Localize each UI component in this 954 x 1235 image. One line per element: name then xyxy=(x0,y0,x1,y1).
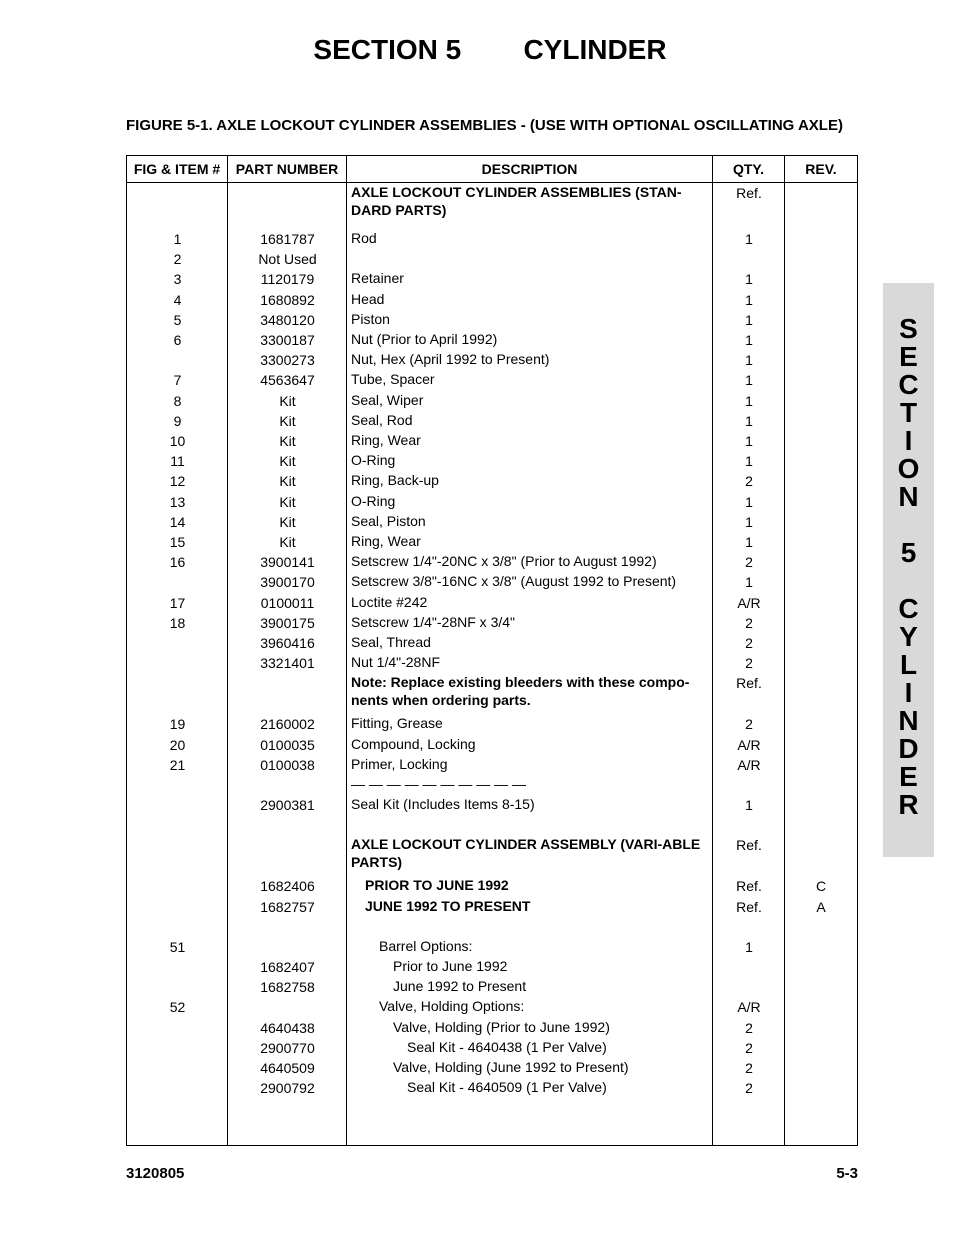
fig-item-cell: 51 xyxy=(169,938,186,955)
part-number-cell: Kit xyxy=(279,453,296,470)
side-tab-letter: C xyxy=(898,369,919,400)
fig-item-cell: 20 xyxy=(169,736,186,753)
description-cell: Seal Kit (Includes Items 8-15) xyxy=(351,796,535,813)
side-tab-letter: E xyxy=(899,341,918,372)
description-cell: Nut (Prior to April 1992) xyxy=(351,331,498,347)
description-cell: Piston xyxy=(351,310,390,327)
qty-cell: 1 xyxy=(745,392,753,409)
fig-item-cell: 2 xyxy=(173,251,182,268)
description-cell: Ring, Back-up xyxy=(351,472,439,489)
fig-item-cell: 4 xyxy=(173,291,182,308)
part-number-cell: 3321401 xyxy=(260,655,315,672)
fig-item-cell: 16 xyxy=(169,554,186,571)
qty-cell: A/R xyxy=(737,736,761,753)
part-number-cell: 2160002 xyxy=(260,716,315,733)
qty-cell: 1 xyxy=(745,534,753,550)
description-cell: June 1992 to Present xyxy=(393,978,527,995)
side-tab-letter: O xyxy=(897,453,920,484)
qty-cell: 1 xyxy=(745,332,753,348)
description-cell: Setscrew 3/8"-16NC x 3/8" (August 1992 to Present) xyxy=(351,573,677,590)
description-cell: Barrel Options: xyxy=(379,937,473,954)
table-row xyxy=(127,411,857,431)
part-number-cell: 0100011 xyxy=(260,594,315,611)
part-number-cell: Kit xyxy=(279,392,296,409)
qty-cell: 2 xyxy=(745,635,753,651)
side-tab-letter: C xyxy=(898,593,919,624)
side-tab-letter xyxy=(883,567,934,595)
table-row xyxy=(127,714,857,734)
part-number-cell: 3900170 xyxy=(260,574,315,591)
side-tab-letters xyxy=(883,315,934,819)
table-row xyxy=(127,937,857,957)
description-cell: Prior to June 1992 xyxy=(393,958,508,974)
part-number-cell: 1682406 xyxy=(260,878,315,895)
table-row xyxy=(127,290,857,310)
side-tab-letter: R xyxy=(898,789,919,820)
table-row xyxy=(127,492,857,512)
description-cell: Rod xyxy=(351,230,377,246)
qty-cell: 1 xyxy=(745,311,753,328)
side-tab-letter: N xyxy=(898,705,919,736)
description-cell: O-Ring xyxy=(351,452,396,469)
side-tab-letter: E xyxy=(899,761,918,792)
qty-cell: 2 xyxy=(745,655,753,672)
qty-cell: 2 xyxy=(745,554,753,571)
section-side-tab xyxy=(883,283,934,857)
side-tab-letter: I xyxy=(904,425,913,456)
document-number: 3120805 xyxy=(126,1165,185,1182)
side-tab-letter: Y xyxy=(899,621,918,652)
qty-cell: 1 xyxy=(745,231,753,247)
fig-item-cell: 11 xyxy=(170,453,185,470)
description-cell: Seal, Rod xyxy=(351,411,413,428)
table-row xyxy=(127,532,857,552)
rev-cell: C xyxy=(815,878,827,895)
fig-item-cell: 6 xyxy=(173,332,182,348)
table-row xyxy=(127,330,857,350)
qty-cell: 2 xyxy=(745,1080,753,1097)
side-tab-letter xyxy=(883,511,934,539)
description-cell: — — — — — — — — — — xyxy=(351,776,527,792)
qty-cell: 1 xyxy=(745,513,753,530)
fig-item-cell: 18 xyxy=(169,614,186,631)
description-cell: Retainer xyxy=(351,270,404,287)
qty-cell: 2 xyxy=(745,1060,753,1076)
side-tab-letter: 5 xyxy=(900,537,917,568)
table-row xyxy=(127,249,857,269)
qty-cell: Ref. xyxy=(736,878,762,895)
table-row xyxy=(127,997,857,1017)
figure-title: FIGURE 5-1. AXLE LOCKOUT CYLINDER ASSEMBLIES - (USE WITH OPTIONAL OSCILLATING AXLE) xyxy=(126,117,843,134)
description-cell: O-Ring xyxy=(351,492,396,509)
fig-item-cell: 15 xyxy=(169,534,186,550)
part-number-cell: 4640438 xyxy=(260,1019,315,1036)
part-number-cell: 4640509 xyxy=(260,1060,315,1076)
section-title: SECTION 5 CYLINDER xyxy=(313,34,667,65)
qty-cell: 1 xyxy=(745,493,753,510)
description-cell: Loctite #242 xyxy=(351,593,428,610)
table-row xyxy=(127,775,857,795)
part-number-cell: Kit xyxy=(279,534,296,550)
qty-cell: A/R xyxy=(737,999,761,1016)
qty-cell: Ref. xyxy=(736,185,762,201)
table-row xyxy=(127,755,857,775)
table-row xyxy=(127,1018,857,1038)
part-number-cell: 3900175 xyxy=(260,614,315,631)
table-row xyxy=(127,1078,857,1098)
side-tab-letter: N xyxy=(898,481,919,512)
header-rev: REV. xyxy=(805,161,837,177)
part-number-cell: Kit xyxy=(279,433,296,449)
part-number-cell: 3300187 xyxy=(260,332,315,348)
description-cell: PRIOR TO JUNE 1992 xyxy=(365,877,509,894)
part-number-cell: Not Used xyxy=(258,251,317,268)
table-row xyxy=(127,572,857,592)
parts-table xyxy=(126,155,858,1146)
table-row xyxy=(127,269,857,289)
description-cell: Primer, Locking xyxy=(351,755,448,772)
fig-item-cell: 12 xyxy=(169,473,186,490)
fig-item-cell: 17 xyxy=(169,594,186,611)
description-cell: Head xyxy=(351,290,385,307)
part-number-cell: 2900792 xyxy=(260,1080,315,1097)
description-cell: Seal, Piston xyxy=(351,512,426,529)
description-cell: Note: Replace existing bleeders with these compo-nents when ordering parts. xyxy=(351,674,690,709)
table-row xyxy=(127,633,857,653)
description-cell: AXLE LOCKOUT CYLINDER ASSEMBLY (VARI-ABLE PARTS) xyxy=(351,836,701,871)
description-cell: JUNE 1992 TO PRESENT xyxy=(365,897,531,914)
table-row xyxy=(127,613,857,633)
qty-cell: 2 xyxy=(745,614,753,631)
rev-cell: A xyxy=(816,898,826,915)
fig-item-cell: 13 xyxy=(169,493,186,510)
part-number-cell: 1682407 xyxy=(260,959,315,975)
description-cell: Valve, Holding Options: xyxy=(379,998,525,1015)
table-row xyxy=(127,897,857,917)
table-row xyxy=(127,431,857,451)
table-row xyxy=(127,593,857,613)
part-number-cell: 0100035 xyxy=(260,736,315,753)
qty-cell: 1 xyxy=(745,291,753,308)
side-tab-letter: D xyxy=(898,733,919,764)
description-cell: Seal Kit - 4640509 (1 Per Valve) xyxy=(407,1079,607,1096)
fig-item-cell: 14 xyxy=(169,513,186,530)
description-cell: Ring, Wear xyxy=(351,533,421,549)
qty-cell: Ref. xyxy=(736,675,762,692)
part-number-cell: 2900381 xyxy=(260,797,315,814)
fig-item-cell: 9 xyxy=(173,412,182,429)
table-row xyxy=(127,310,857,330)
part-number-cell: 2900770 xyxy=(260,1039,315,1056)
description-cell: Seal, Thread xyxy=(351,634,431,650)
table-row xyxy=(127,835,857,875)
description-cell: AXLE LOCKOUT CYLINDER ASSEMBLIES (STAN-DARD PARTS) xyxy=(351,184,682,218)
qty-cell: 2 xyxy=(745,716,753,733)
part-number-cell: 1120179 xyxy=(260,271,315,288)
qty-cell: Ref. xyxy=(736,898,762,915)
part-number-cell: 1681787 xyxy=(260,231,315,247)
qty-cell: 1 xyxy=(745,271,753,288)
header-qty: QTY. xyxy=(732,161,765,177)
part-number-cell: Kit xyxy=(279,513,296,530)
table-row xyxy=(127,957,857,977)
table-row xyxy=(127,391,857,411)
part-number-cell: 4563647 xyxy=(260,372,315,389)
table-row xyxy=(127,876,857,896)
page-number: 5-3 xyxy=(836,1165,858,1182)
qty-cell: 1 xyxy=(745,574,753,591)
part-number-cell: 3480120 xyxy=(260,311,315,328)
table-row xyxy=(127,229,857,249)
part-number-cell: 3960416 xyxy=(260,635,315,651)
side-tab-letter: T xyxy=(899,397,918,428)
table-row xyxy=(127,471,857,491)
header-description: DESCRIPTION xyxy=(481,161,578,177)
qty-cell: 2 xyxy=(745,1019,753,1036)
qty-cell: 1 xyxy=(745,938,753,955)
description-cell: Setscrew 1/4"-20NC x 3/8" (Prior to August 1992) xyxy=(351,553,657,570)
table-row xyxy=(127,1058,857,1078)
part-number-cell: Kit xyxy=(279,493,296,510)
part-number-cell: 0100038 xyxy=(260,756,315,773)
fig-item-cell: 5 xyxy=(173,311,182,328)
qty-cell: 1 xyxy=(745,352,753,369)
description-cell: Valve, Holding (June 1992 to Present) xyxy=(393,1059,629,1075)
description-cell: Setscrew 1/4"-28NF x 3/4" xyxy=(351,613,516,630)
table-row xyxy=(127,735,857,755)
fig-item-cell: 3 xyxy=(173,271,182,288)
qty-cell: 1 xyxy=(745,433,753,449)
side-tab-letter: I xyxy=(904,677,913,708)
fig-item-cell: 21 xyxy=(169,756,186,773)
qty-cell: A/R xyxy=(737,756,761,773)
table-row xyxy=(127,795,857,815)
qty-cell: A/R xyxy=(737,594,761,611)
qty-cell: 1 xyxy=(745,453,753,470)
header-part-number: PART NUMBER xyxy=(235,161,339,177)
table-row xyxy=(127,653,857,673)
part-number-cell: 1682758 xyxy=(260,979,315,996)
description-cell: Compound, Locking xyxy=(351,735,476,752)
description-cell: Tube, Spacer xyxy=(351,371,435,388)
description-cell: Seal, Wiper xyxy=(351,391,424,408)
description-cell: Nut, Hex (April 1992 to Present) xyxy=(351,351,550,368)
part-number-cell: 1682757 xyxy=(260,898,315,915)
fig-item-cell: 10 xyxy=(169,433,186,449)
table-row xyxy=(127,673,857,713)
table-row xyxy=(127,183,857,223)
description-cell: Ring, Wear xyxy=(351,432,421,448)
qty-cell: 2 xyxy=(745,473,753,490)
fig-item-cell: 19 xyxy=(169,716,186,733)
part-number-cell: 3300273 xyxy=(260,352,315,369)
fig-item-cell: 8 xyxy=(173,392,182,409)
description-cell: Seal Kit - 4640438 (1 Per Valve) xyxy=(407,1038,607,1055)
table-row xyxy=(127,370,857,390)
fig-item-cell: 52 xyxy=(169,999,186,1016)
part-number-cell: Kit xyxy=(279,412,296,429)
side-tab-letter: L xyxy=(899,649,918,680)
fig-item-cell: 7 xyxy=(173,372,182,389)
part-number-cell: Kit xyxy=(279,473,296,490)
description-cell: Nut 1/4"-28NF xyxy=(351,654,441,671)
qty-cell: 2 xyxy=(745,1039,753,1056)
table-row xyxy=(127,552,857,572)
qty-cell: 1 xyxy=(745,412,753,429)
part-number-cell: 1680892 xyxy=(260,291,315,308)
qty-cell: 1 xyxy=(745,372,753,389)
part-number-cell: 3900141 xyxy=(260,554,315,571)
table-row xyxy=(127,512,857,532)
description-cell: Fitting, Grease xyxy=(351,715,443,732)
fig-item-cell: 1 xyxy=(173,231,182,247)
description-cell: Valve, Holding (Prior to June 1992) xyxy=(393,1018,610,1035)
header-fig-item: FIG & ITEM # xyxy=(133,161,221,177)
qty-cell: Ref. xyxy=(736,837,762,854)
table-row xyxy=(127,350,857,370)
qty-cell: 1 xyxy=(745,797,753,814)
side-tab-letter: S xyxy=(899,313,918,344)
table-row xyxy=(127,1038,857,1058)
table-row xyxy=(127,977,857,997)
table-row xyxy=(127,451,857,471)
